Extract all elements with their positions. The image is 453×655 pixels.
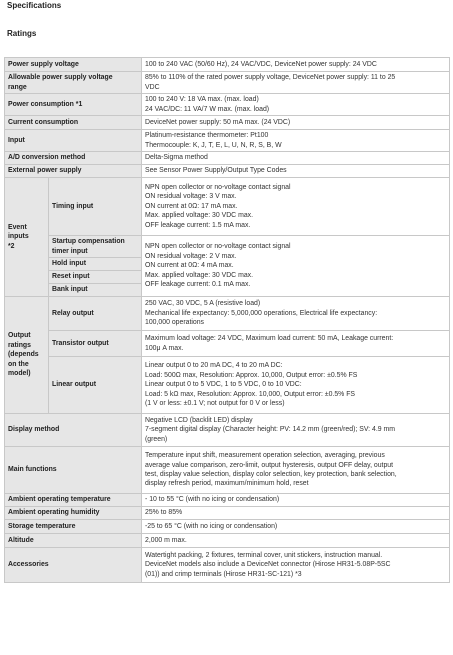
table-row [5,494,450,507]
text-line: 100,000 operations [145,319,205,327]
row-value [142,165,450,178]
row-label: External power supply [5,165,142,178]
row-label: Power consumption *1 [5,94,142,116]
table-row [5,297,450,331]
row-label: Display method [5,414,142,447]
table-row [5,116,450,130]
transistor-output-value [142,331,450,357]
table-row [5,507,450,520]
text-line: (green) [145,435,168,443]
text-line: -25 to 65 °C (with no icing or condensation) [145,522,278,530]
text-line: 250 VAC, 30 VDC, 5 A (resistive load) [145,300,261,308]
text-line: ratings [8,341,31,349]
relay-output-label: Relay output [49,297,142,331]
row-label: Input [5,130,142,152]
bank-input-label: Bank input [49,284,142,297]
text-line: (01)) and crimp terminals (Hirose HR31-SC-121) *3 [145,570,302,578]
text-line: OFF leakage current: 1.5 mA max. [145,221,251,229]
row-value [142,534,450,548]
text-line: *2 [8,242,15,250]
text-line: Delta-Sigma method [145,154,208,162]
transistor-output-label: Transistor output [49,331,142,357]
reset-input-label: Reset input [49,271,142,284]
relay-output-value [142,297,450,331]
row-value [142,548,450,583]
table-row [5,152,450,165]
row-label: Altitude [5,534,142,548]
text-line: 2,000 m max. [145,536,187,544]
table-row [5,94,450,116]
table-row [5,548,450,583]
text-line: ON residual voltage: 3 V max. [145,193,237,201]
timing-input-label: Timing input [49,178,142,236]
text-line: on the [8,360,29,368]
text-line: See Sensor Power Supply/Output Type Codes [145,167,287,175]
event-inputs-label [5,178,49,297]
text-line: average value comparison, zero-limit, output hysteresis, output OFF delay, output [145,461,394,469]
table-row [5,178,450,236]
text-line: OFF leakage current: 0.1 mA max. [145,281,251,289]
output-ratings-label [5,297,49,414]
row-value [142,116,450,130]
row-label: Accessories [5,548,142,583]
table-row [5,331,450,357]
text-line: test, display value selection, display color selection, key protection, bank selection, [145,471,397,478]
row-value [142,494,450,507]
startup-timer-label [49,236,142,258]
text-line: ON current at 0Ω: 4 mA max. [145,262,234,270]
row-value [142,58,450,72]
row-label [5,72,142,94]
timing-input-value [142,178,450,236]
text-line: Thermocouple: K, J, T, E, L, U, N, R, S, B, W [145,141,282,149]
text-line: Load: 5 kΩ max, Resolution: Approx. 10,000, Output error: ±0.5% FS [145,390,356,398]
text-line: Max. applied voltage: 30 VDC max. [145,271,254,279]
text-line: Startup compensation [52,238,125,246]
table-row [5,447,450,494]
row-label: Ambient operating humidity [5,507,142,520]
text-line: 25% to 85% [145,509,183,517]
row-value [142,152,450,165]
text-line: Load: 500Ω max, Resolution: Approx. 10,000, Output error: ±0.5% FS [145,371,358,379]
text-line: VDC [145,83,160,91]
text-line: NPN open collector or no-voltage contact signal [145,183,291,191]
text-line: Watertight packing, 2 fixtures, terminal cover, unit stickers, instruction manual. [145,551,383,559]
row-value [142,414,450,447]
text-line: inputs [8,233,29,241]
text-line: 24 VAC/DC: 11 VA/7 W max. (max. load) [145,105,270,113]
ratings-table [4,57,450,583]
row-label: Main functions [5,447,142,494]
text-line: 100 to 240 V: 18 VA max. (max. load) [145,96,259,104]
row-label: Power supply voltage [5,58,142,72]
text-line: 7-segment digital display (Character height: PV: 14.2 mm (green/red); SV: 4.9 mm [145,426,395,434]
text-line: Temperature input shift, measurement operation selection, averaging, previous [145,452,385,460]
text-line: timer input [52,247,88,255]
page-heading: Specifications [7,1,62,10]
table-row [5,72,450,94]
hold-input-label: Hold input [49,258,142,271]
table-row [5,165,450,178]
text-line: ON residual voltage: 2 V max. [145,252,237,260]
text-line: range [8,83,27,91]
text-line: Linear output 0 to 5 VDC, 1 to 5 VDC, 0 to 10 VDC: [145,381,302,389]
table-row [5,130,450,152]
text-line: 100 to 240 VAC (50/60 Hz), 24 VAC/VDC, DeviceNet power supply: 24 VDC [145,60,377,68]
text-line: Negative LCD (backlit LED) display [145,416,253,424]
text-line: Maximum load voltage: 24 VDC, Maximum load current: 50 mA, Leakage current: [145,335,394,343]
section-heading: Ratings [7,29,37,38]
event-inputs-value [142,236,450,297]
text-line: (depends [8,351,39,359]
text-line: Platinum-resistance thermometer: Pt100 [145,132,269,140]
text-line: model) [8,370,31,378]
text-line: display refresh period, maximum/minimum hold, reset [145,480,309,488]
row-value [142,94,450,116]
row-value [142,130,450,152]
row-label: Ambient operating temperature [5,494,142,507]
table-row [5,58,450,72]
table-row [5,236,450,258]
row-value [142,507,450,520]
row-value [142,520,450,534]
text-line: NPN open collector or no-voltage contact signal [145,243,291,251]
text-line: 100μ A max. [145,344,184,352]
row-value [142,447,450,494]
text-line: (1 V or less: ±0.1 V; not output for 0 V or less) [145,400,285,408]
table-row [5,357,450,414]
text-line: Output [8,332,31,340]
text-line: DeviceNet power supply: 50 mA max. (24 VDC) [145,118,291,126]
table-row [5,414,450,447]
linear-output-value [142,357,450,414]
text-line: Allowable power supply voltage [8,74,113,82]
row-label: Current consumption [5,116,142,130]
linear-output-label: Linear output [49,357,142,414]
row-label: A/D conversion method [5,152,142,165]
text-line: Max. applied voltage: 30 VDC max. [145,212,254,220]
text-line: - 10 to 55 °C (with no icing or condensation) [145,496,280,504]
text-line: Event [8,223,27,231]
row-value [142,72,450,94]
row-label: Storage temperature [5,520,142,534]
table-row [5,534,450,548]
text-line: ON current at 0Ω: 17 mA max. [145,202,238,210]
text-line: 85% to 110% of the rated power supply voltage, DeviceNet power supply: 11 to 25 [145,74,396,82]
text-line: Mechanical life expectancy: 5,000,000 operations, Electrical life expectancy: [145,309,378,317]
table-row [5,520,450,534]
text-line: DeviceNet models also include a DeviceNet connector (Hirose HR31-5.08P-5SC [145,561,391,569]
text-line: Linear output 0 to 20 mA DC, 4 to 20 mA DC: [145,362,283,370]
